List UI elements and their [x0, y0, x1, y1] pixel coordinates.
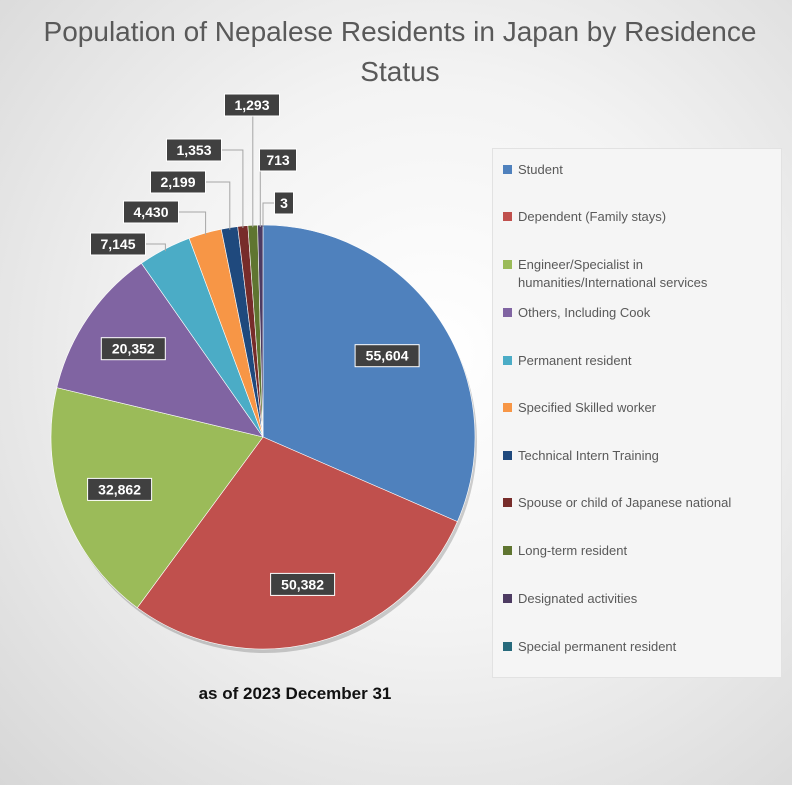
legend-label: Technical Intern Training [518, 448, 659, 463]
data-label-text: 50,382 [281, 576, 325, 593]
legend-item-designated-activities [503, 590, 775, 608]
legend-item-specified-skilled-worker [503, 399, 775, 417]
legend-label: Engineer/Specialist in humanities/International services [518, 257, 708, 290]
chart-footnote: as of 2023 December 31 [198, 684, 392, 703]
legend-swatch [503, 498, 512, 507]
data-label-text: 1,293 [234, 97, 270, 113]
data-label-text: 713 [266, 152, 290, 168]
legend-swatch [503, 212, 512, 221]
legend-label: Long-term resident [518, 543, 628, 558]
data-label-text: 20,352 [111, 340, 155, 357]
legend-swatch [503, 308, 512, 317]
legend-item-others-including-cook [503, 304, 775, 322]
legend-label: Dependent (Family stays) [518, 209, 667, 224]
leader-line-long-term-resident [252, 105, 253, 227]
legend-label: Student [518, 162, 563, 177]
legend-item-engineer-specialist-in-humanities-international-services [503, 256, 775, 292]
data-label-text: 7,145 [100, 236, 136, 252]
legend-item-permanent-resident [503, 352, 775, 370]
legend-label: Specified Skilled worker [518, 400, 657, 415]
data-label-technical-intern-training [151, 171, 206, 193]
legend-label: Others, Including Cook [518, 305, 651, 320]
data-label-designated-activities [260, 149, 297, 171]
legend-swatch [503, 594, 512, 603]
legend-swatch [503, 451, 512, 460]
data-label-text: 32,862 [98, 481, 142, 498]
chart-title: Population of Nepalese Residents in Japan by Residence Status [43, 16, 757, 87]
legend-swatch [503, 403, 512, 412]
legend-swatch [503, 356, 512, 365]
data-label-text: 55,604 [365, 347, 409, 364]
data-label-text: 3 [280, 195, 288, 211]
legend-item-technical-intern-training [503, 447, 775, 465]
legend-item-dependent-family-stays [503, 208, 775, 226]
legend-item-spouse-or-child-of-japanese-national [503, 494, 775, 512]
legend-item-special-permanent-resident [503, 638, 775, 656]
legend-swatch [503, 165, 512, 174]
data-label-text: 4,430 [133, 204, 169, 220]
legend-swatch [503, 642, 512, 651]
data-label-student [355, 345, 419, 367]
data-label-permanent-resident [91, 233, 146, 255]
data-label-text: 1,353 [176, 142, 212, 158]
legend-item-long-term-resident [503, 542, 775, 560]
data-label-text: 2,199 [160, 174, 196, 190]
data-label-special-permanent-resident [275, 192, 294, 214]
data-label-spouse-or-child-of-japanese-national [167, 139, 222, 161]
legend-label: Special permanent resident [518, 639, 677, 654]
data-label-long-term-resident [225, 94, 280, 116]
legend-item-student [503, 161, 775, 179]
data-label-dependent-family-stays [271, 573, 335, 595]
legend-label: Spouse or child of Japanese national [518, 495, 732, 510]
chart-legend [492, 148, 782, 678]
legend-label: Permanent resident [518, 353, 632, 368]
data-label-specified-skilled-worker [124, 201, 179, 223]
data-label-engineer-specialist-in-humanities-international-services [88, 478, 152, 500]
data-label-others-including-cook [101, 338, 165, 360]
legend-swatch [503, 260, 512, 269]
legend-label: Designated activities [518, 591, 638, 606]
legend-swatch [503, 546, 512, 555]
